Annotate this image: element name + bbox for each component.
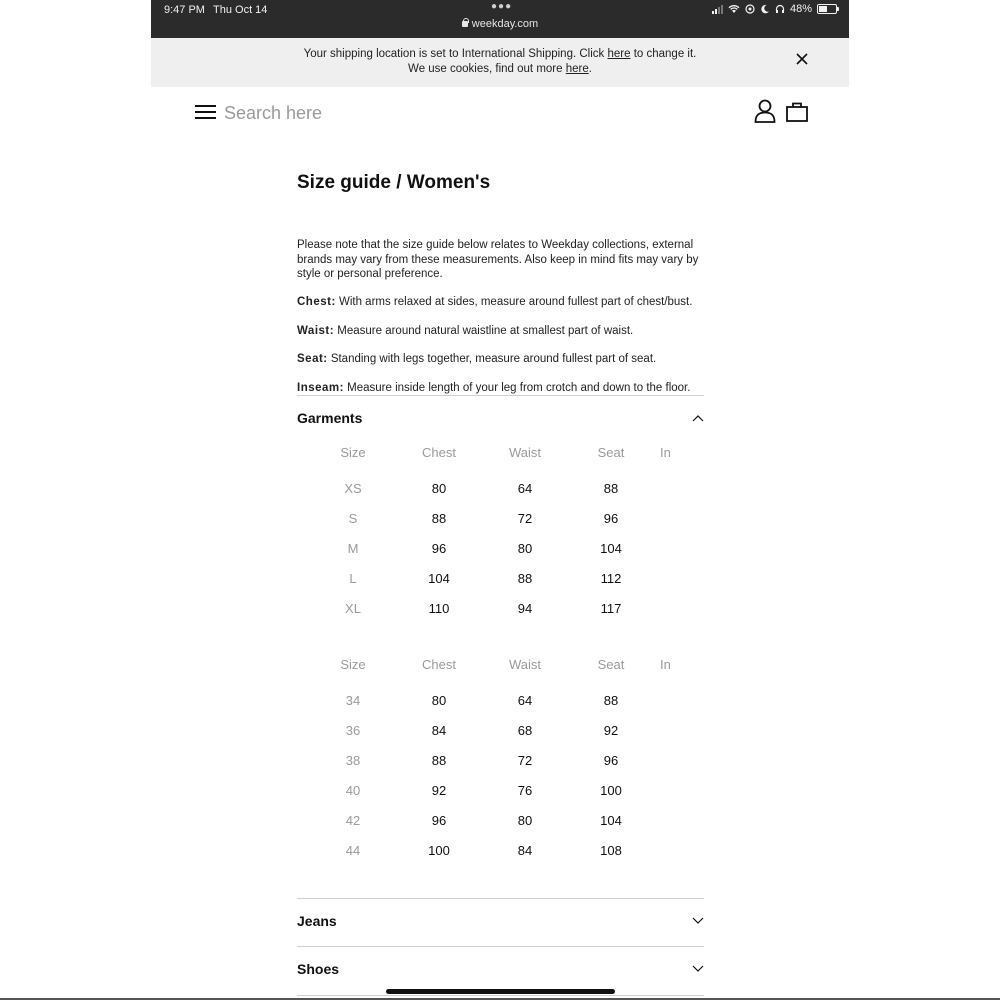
column-header: Size xyxy=(340,657,366,672)
measurement-cell: 96 xyxy=(431,541,447,556)
measurement-cell: 88 xyxy=(603,693,619,708)
chevron-down-icon[interactable] xyxy=(692,965,704,973)
shopping-bag-icon[interactable] xyxy=(786,101,808,123)
measurement-cell: 110 xyxy=(428,601,450,616)
accordion-title: Shoes xyxy=(297,961,340,977)
measurement-cell: 80 xyxy=(517,813,533,828)
intro-text: Please note that the size guide below relates to Weekday collections, external brands may vary from these measurements. Also keep in mind fits may vary by style or personal preference. xyxy=(297,239,699,280)
accordion-jeans[interactable] xyxy=(297,898,704,946)
definition-inseam xyxy=(297,382,707,394)
measurement-cell: 64 xyxy=(517,693,533,708)
cookies-link[interactable]: here xyxy=(565,63,589,75)
measurement-cell: 84 xyxy=(517,843,533,858)
size-label: XS xyxy=(344,481,362,496)
banner-text: to change it. xyxy=(630,48,697,60)
banner-line-shipping xyxy=(151,48,849,60)
size-label: 38 xyxy=(345,753,361,768)
battery-percent: 48% xyxy=(789,3,812,15)
headphones-icon xyxy=(775,4,785,14)
accordion-garments[interactable] xyxy=(297,395,704,435)
size-guide-content xyxy=(297,172,704,977)
moon-icon xyxy=(760,4,770,14)
address-url: weekday.com xyxy=(471,18,539,30)
definition-text: Standing with legs together, measure around fullest part of seat. xyxy=(327,353,657,365)
banner-line-cookies xyxy=(151,63,849,75)
browser-viewport xyxy=(151,0,849,1000)
definition-term: Seat: xyxy=(297,353,328,365)
chevron-down-icon[interactable] xyxy=(692,917,704,925)
size-label: L xyxy=(349,571,357,586)
column-header: Seat xyxy=(597,445,625,460)
column-header: Size xyxy=(340,445,366,460)
account-icon[interactable] xyxy=(754,99,776,123)
status-icons xyxy=(712,3,837,15)
close-icon[interactable] xyxy=(795,52,809,66)
chevron-up-icon[interactable] xyxy=(692,414,704,422)
measurement-cell: 72 xyxy=(517,753,533,768)
measurement-cell: 96 xyxy=(431,813,447,828)
status-time: 9:47 PM xyxy=(164,4,205,16)
banner-text: . xyxy=(588,63,592,75)
column-header: Waist xyxy=(508,445,542,460)
measurement-cell: 88 xyxy=(603,481,619,496)
status-date: Thu Oct 14 xyxy=(213,4,268,16)
column-header: Seat xyxy=(597,657,625,672)
measurement-cell: 80 xyxy=(431,693,447,708)
banner-text: Your shipping location is set to International Shipping. Click xyxy=(303,48,608,60)
definition-term: Chest: xyxy=(297,296,336,308)
size-label: 44 xyxy=(345,843,361,858)
measurement-cell: 76 xyxy=(517,783,533,798)
measurement-cell: 88 xyxy=(431,753,447,768)
definition-seat xyxy=(297,353,707,365)
definition-chest xyxy=(297,296,707,308)
status-bar xyxy=(151,0,849,38)
measurement-cell: 64 xyxy=(517,481,533,496)
definition-text: Measure around natural waistline at smallest part of waist. xyxy=(334,325,634,337)
measurement-cell: 88 xyxy=(517,571,533,586)
lock-icon xyxy=(462,21,468,27)
measurement-cell: 100 xyxy=(428,843,450,858)
location-icon xyxy=(745,4,755,14)
menu-icon[interactable] xyxy=(195,105,216,121)
definition-term: Waist: xyxy=(297,325,335,337)
measurement-cell: 68 xyxy=(517,723,533,738)
cellular-signal-icon xyxy=(712,4,723,14)
definition-term: Inseam: xyxy=(297,382,344,394)
measurement-cell: 112 xyxy=(600,571,622,586)
measurement-cell: 104 xyxy=(428,571,450,586)
measurement-cell: 80 xyxy=(431,481,447,496)
measurement-cell: 94 xyxy=(517,601,533,616)
measurement-cell: 92 xyxy=(603,723,619,738)
size-label: M xyxy=(347,541,359,556)
measurement-cell: 96 xyxy=(603,753,619,768)
measurement-cell: 100 xyxy=(600,783,622,798)
measurement-cell: 88 xyxy=(431,511,447,526)
column-header: In xyxy=(660,657,671,672)
measurement-cell: 96 xyxy=(603,511,619,526)
definition-waist xyxy=(297,325,707,337)
measurement-cell: 72 xyxy=(517,511,533,526)
measurement-cell: 104 xyxy=(600,541,622,556)
size-label: XL xyxy=(345,601,361,616)
size-label: 34 xyxy=(345,693,361,708)
column-header: Chest xyxy=(422,445,456,460)
column-header: Waist xyxy=(508,657,542,672)
measurement-cell: 117 xyxy=(600,601,622,616)
column-header: Chest xyxy=(422,657,456,672)
accordion-title: Jeans xyxy=(297,913,337,929)
shipping-banner xyxy=(151,38,849,87)
measurement-cell: 84 xyxy=(431,723,447,738)
accordion-title: Garments xyxy=(297,410,363,426)
measurement-cell: 108 xyxy=(600,843,622,858)
definition-text: Measure inside length of your leg from crotch and down to the floor. xyxy=(343,382,691,394)
address-bar[interactable] xyxy=(151,18,849,30)
definition-text: With arms relaxed at sides, measure around fullest part of chest/bust. xyxy=(335,296,693,308)
measurement-cell: 92 xyxy=(431,783,447,798)
column-header: In xyxy=(660,445,671,460)
size-label: 42 xyxy=(345,813,361,828)
measurement-cell: 104 xyxy=(600,813,622,828)
page-title: Size guide / Women's xyxy=(297,172,491,193)
banner-text: We use cookies, find out more xyxy=(408,63,566,75)
home-indicator[interactable] xyxy=(386,989,615,994)
wifi-icon xyxy=(728,4,740,14)
measurement-cell: 80 xyxy=(517,541,533,556)
battery-icon xyxy=(817,4,837,14)
size-label: 40 xyxy=(345,783,361,798)
size-label: 36 xyxy=(345,723,361,738)
more-dots-icon[interactable]: ●●● xyxy=(491,1,513,12)
size-label: S xyxy=(348,511,358,526)
change-shipping-link[interactable]: here xyxy=(607,48,631,60)
site-header xyxy=(151,92,849,136)
search-input[interactable] xyxy=(224,100,524,126)
